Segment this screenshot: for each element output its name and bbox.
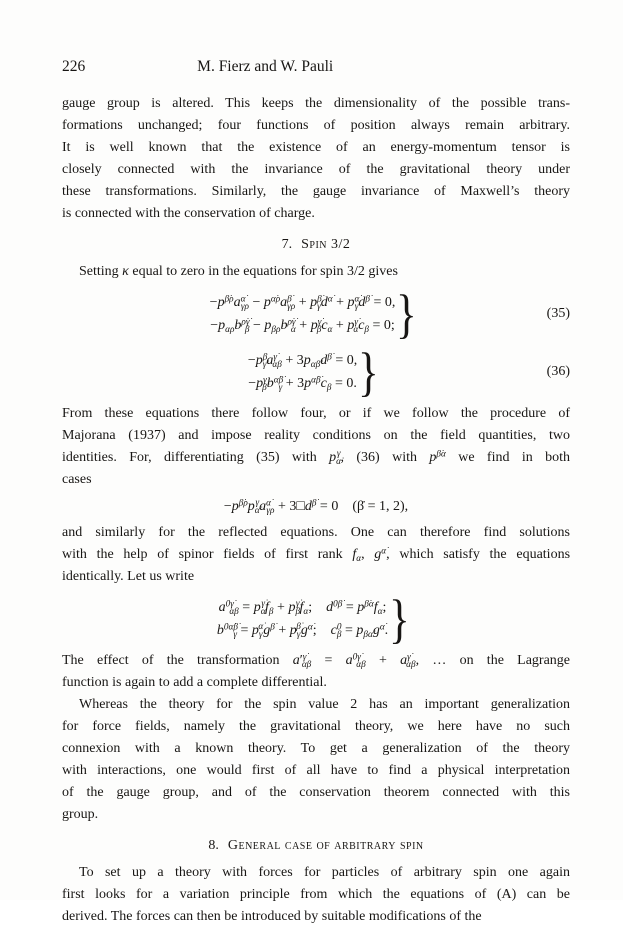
- equation-36-lines: [248, 349, 357, 395]
- section-7-number: 7.: [281, 237, 293, 252]
- equation-36-body: [62, 342, 570, 402]
- text-line: these transformations. Similarly, the gauge invariance of Maxwell’s theory: [62, 184, 570, 199]
- paragraph-and-similarly: [62, 522, 570, 588]
- paragraph-from-these-equations: [62, 403, 570, 491]
- text-line: for force fields, namely the gravitational theory, we here have no such: [62, 719, 570, 734]
- text-line: derived. The forces can then be introduced by suitable modifications of the: [62, 909, 482, 924]
- text-line: It is well known that the existence of an energy-momentum tensor is: [62, 140, 570, 155]
- paragraph-the-effect: [62, 650, 570, 694]
- text-line: closely connected with the invariance of the gravitational theory under: [62, 162, 570, 177]
- section-8-number: 8.: [208, 838, 219, 853]
- text-line: connexion with a known theory. To get a generalization of the theory: [62, 741, 570, 756]
- paragraph-to-set-up: [62, 862, 570, 928]
- text-line: and similarly for the reflected equations. One can therefore find solutions: [62, 525, 570, 540]
- equation-36-number: (36): [546, 364, 570, 379]
- running-head: M. Fierz and W. Pauli: [197, 58, 334, 75]
- equation-35: [62, 284, 570, 344]
- identity-equation: [62, 495, 570, 518]
- equation-35-body: [62, 284, 570, 344]
- equation-35-lines: [210, 291, 396, 337]
- text-line: Majorana (1937) and impose reality conditions on the field quantities, two: [62, 428, 570, 443]
- text-line: first looks for a variation principle from which the equations of (A) can be: [62, 887, 570, 902]
- text-line: of the gauge group, and of the conservation theorem connected with this: [62, 785, 570, 800]
- text-line: identities. For, differentiating (35) with $p_{\alphȧ}^\gamma$, (36) with $p^{\betȧ\alpha}$ we find in both: [62, 448, 571, 466]
- potentials-equations-lines: [217, 596, 388, 642]
- text-line: Setting κ equal to zero in the equations for spin 3/2 gives: [79, 264, 398, 279]
- section-7-title: Spin 3/2: [301, 237, 351, 252]
- text-line: with the help of spinor fields of first rank $f_\alpha$, $g^{\alphȧ}$, which satisfy the equations: [62, 545, 571, 563]
- page-header: [62, 56, 570, 78]
- text-line: is connected with the conservation of charge.: [62, 206, 315, 221]
- text-line: function is again to add a complete differential.: [62, 675, 327, 690]
- paragraph-whereas: [62, 694, 570, 826]
- page-number: 226: [62, 58, 86, 75]
- right-brace-icon: }: [396, 284, 418, 344]
- text-line: To set up a theory with forces for particles of arbitrary spin one again: [79, 865, 570, 880]
- text-line: $-p^\gamma_{\betȧ}b^{\alphȧ\betȧ}_\gamma + 3p^{\alphȧ\betȧ}c_\beta = 0$.: [248, 374, 357, 392]
- paragraph-setting-kappa: [62, 261, 570, 283]
- identity-equation-body: [62, 495, 570, 518]
- text-column: [62, 56, 570, 928]
- identity-equation-line: [224, 495, 408, 518]
- text-line: with interactions, one would first of all have to find a physical interpretation: [62, 763, 570, 778]
- text-line: group.: [62, 807, 99, 822]
- text-line: formations unchanged; four functions of position always remain arbitrary.: [62, 118, 570, 133]
- text-line: $-p^\beta_{\gammȧ}a^{\gammȧ}_{\alpha\beta} + 3p_{\alpha\betȧ}d^{\betȧ} = 0$,: [247, 351, 358, 369]
- text-line: $b^{0\alphȧ\betȧ}_\gamma = p_\gamma^{\alphȧ}g^{\betȧ} + p_\gamma^{\betȧ}g^{\alphȧ}$; $c^0_\beta = p_{\beta\alphȧ}g^{\alphȧ}$.: [216, 621, 389, 639]
- section-8-title: General case of arbitrary spin: [227, 838, 424, 853]
- text-line: The effect of the transformation $a'^{\gammȧ}_{\alpha\beta} = a^{0\gammȧ}_{\alpha\beta} + a^{\gammȧ}_{\alpha\beta}$, … on the Lagrange: [62, 651, 570, 669]
- text-line: $-p^{\betȧ\rho}p_{\alphȧ}^\gamma a^{\alphȧ}_{\gamma\rho}$ + $3□d^{\betȧ} = 0$ (β̇ = 1, 2),: [223, 497, 409, 515]
- text-line: cases: [62, 472, 92, 487]
- text-line: $a^{0\gammȧ}_{\alpha\beta} = p_\alpha^{\gammȧ}f_\beta + p_\beta^{\gammȧ}f_\alpha$; $d^{0\betȧ} = p^{\betȧ\alpha}f_\alpha$;: [218, 598, 387, 616]
- text-line: identically. Let us write: [62, 569, 195, 584]
- right-brace-icon: }: [389, 589, 410, 649]
- equation-36: [62, 342, 570, 402]
- potentials-equations: [62, 589, 570, 649]
- text-line: Whereas the theory for the spin value 2 has an important generalization: [79, 697, 570, 712]
- right-brace-icon: }: [358, 342, 379, 402]
- section-8-heading: [62, 835, 570, 857]
- text-line: gauge group is altered. This keeps the dimensionality of the possible trans-: [62, 96, 570, 111]
- potentials-equations-body: [62, 589, 570, 649]
- text-line: $-p_{\alpha\rhȯ}b^{\rhȯ\gammȧ}_\beta - p_{\beta\rhȯ}b^{\rhȯ\gammȧ}_\alpha + p^{\gammȧ}_\beta c_\alpha + p^{\gammȧ}_\alpha c_\beta = 0$;: [210, 316, 395, 334]
- text-line: $-p^{\betȧ\rho}a^{\alphȧ}_{\gamma\rho} - p^{\alphȧ\rho}a^{\betȧ}_{\gamma\rho} + p^{\betȧ}_\gamma d^{\alphȧ} + p^{\alphȧ}_\gamma d^{\betȧ} = 0$,: [209, 293, 396, 311]
- equation-35-number: (35): [546, 306, 570, 321]
- text-line: From these equations there follow four, or if we follow the procedure of: [62, 406, 570, 421]
- section-7-heading: [62, 234, 570, 256]
- paragraph-gauge-group: [62, 93, 570, 225]
